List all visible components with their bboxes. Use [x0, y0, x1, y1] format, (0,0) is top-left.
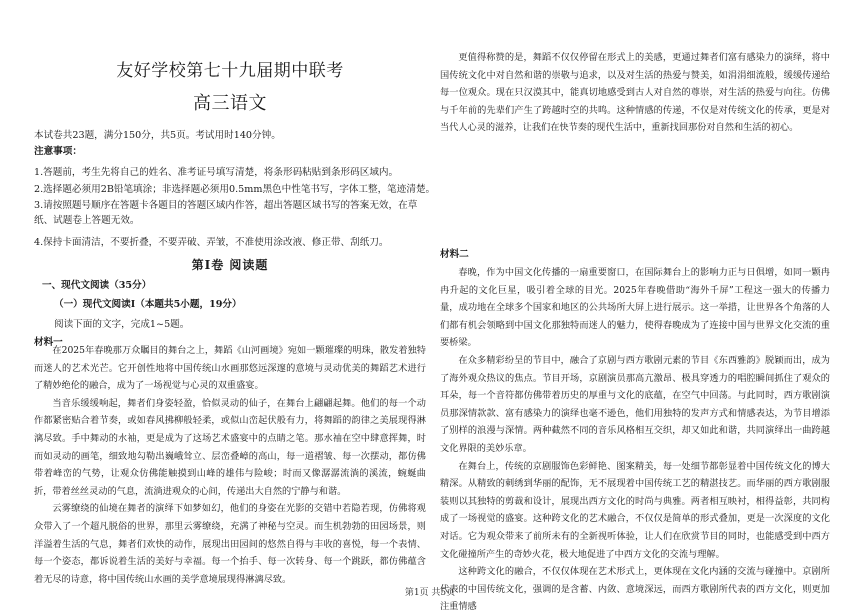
- material2-paragraph: 这种跨文化的融合，不仅仅体现在艺术形式上，更体现在文化内涵的交流与碰撞中。京剧所代表的中国传统文化，强调的是含蓄、内敛、意境深远，而西方歌剧所代表的西方文化，则更加注重情感: [440, 566, 830, 613]
- material1-body: [34, 342, 426, 585]
- notice-item: 2.选择题必须用2B铅笔填涂；非选择题必须用0.5mm黑色中性笔书写，字体工整，笔迹清楚。: [34, 184, 436, 195]
- subpart-heading: （一）现代文阅读Ⅰ（本题共5小题，19分）: [54, 299, 242, 310]
- exam-title: 友好学校第七十九届期中联考: [116, 61, 344, 81]
- notice-item: 3.请按照题号顺序在答题卡各题目的答题区域内作答，超出答题区域书写的答案无效，在草纸、试题卷上答题无效。: [34, 200, 418, 226]
- material1-continued: [440, 49, 830, 137]
- instruction: 阅读下面的文字，完成1~5题。: [54, 319, 190, 330]
- material-label: 材料一: [34, 337, 63, 348]
- part-heading: 一、现代文阅读（35分）: [42, 280, 152, 291]
- subject-title: 高三语文: [193, 93, 267, 114]
- material1-paragraph: 云雾缭绕的仙境在舞者的演绎下如梦如幻，他们的身姿在光影的交错中若隐若现，仿佛将观众带入了一个超凡脱俗的世界，那里云雾缭绕，充满了神秘与空灵。而生机勃勃的田园场景，则洋溢着生活的气息，舞者们欢快的动作，展现出田园间的悠然自得与丰收的喜悦，每一个表情、每一个姿态，都诉说着生活的美好与幸福。每一个抬手、每一次转身、每一个跳跃，都仿佛蕴含着无尽的诗意，将中国传统山水画的美学意境展现得淋漓尽致。: [34, 503, 426, 585]
- material1-paragraph: 当音乐缓缓响起，舞者们身姿轻盈，恰似灵动的仙子，在舞台上翩翩起舞。他们的每一个动作都紧密贴合着节奏，或如春风拂柳般轻柔，或似山峦起伏般有力，将舞蹈的韵律之美展现得淋漓尽致。手中舞动的水袖，更是成为了这场艺术盛宴中的点睛之笔。那水袖在空中肆意挥舞，时而如灵动的画笔，细致地勾勒出巍峨耸立、层峦叠嶂的高山，每一道褶皱、每一次摆动，都仿佛带着峰峦的气势，让观众仿佛能触摸到山峰的雄伟与险峻；时而又像潺潺流淌的溪流，蜿蜒曲折，带着丝丝灵动的气息，流淌进观众的心间，传递出大自然的宁静与和谐。: [34, 397, 426, 497]
- material2-paragraph: 在众多精彩纷呈的节目中，融合了京剧与西方歌剧元素的节目《东西雅韵》脱颖而出，成为了海外观众热议的焦点。节目开场，京剧演员那高亢激昂、极具穿透力的唱腔瞬间抓住了观众的耳朵，每一个音符都仿佛带着历史的厚重与文化的底蕴，在空气中回荡。与此同时，西方歌剧演员那深情款款、富有感染力的演绎也毫不逊色，他们用独特的发声方式和情感表达，为节目增添了别样的浪漫与深情。两种截然不同的音乐风格相互交织，却又如此和谐，共同演绎出一曲跨越文化界限的美妙乐章。: [440, 354, 830, 454]
- exam-info: 本试卷共23题，满分150分，共5页。考试用时140分钟。: [34, 130, 281, 141]
- notice-item: 4.保持卡面清洁，不要折叠，不要弄破、弄皱，不准使用涂改液、修正带、刮纸刀。: [34, 237, 389, 248]
- notice-heading: 注意事项：: [34, 146, 82, 157]
- section-title: 第Ⅰ卷 阅读题: [191, 258, 269, 272]
- page-footer: 第1页 共5页: [404, 588, 456, 598]
- material-label: 材料二: [440, 249, 469, 260]
- material2-paragraph: 在舞台上，传统的京剧服饰色彩鲜艳、图案精美，每一处细节都彰显着中国传统文化的博大精深。从精致的刺绣到华丽的配饰，无不展现着中国传统工艺的精湛技艺。而华丽的西方歌剧服装则以其独特的剪裁和设计，展现出西方文化的时尚与典雅。两者相互映衬，相得益彰，共同构成了一场视觉的盛宴。这种跨文化的艺术融合，不仅仅是简单的形式叠加，更是一次深度的文化对话。它为观众带来了前所未有的全新视听体验，让人们在欣赏节目的同时，也能感受到中西方文化碰撞所产生的奇妙火花，极大地促进了中西方文化的交流与理解。: [440, 460, 830, 560]
- material2-paragraph: 春晚，作为中国文化传播的一扇重要窗口，在国际舞台上的影响力正与日俱增，如同一颗冉冉升起的文化巨星，吸引着全球的目光。2025年春晚借助“海外千屏”工程这一强大的传播力量，成功地在全球多个国家和地区的公共场所大屏上进行展示。这一举措，让世界各个角落的人们都有机会领略到中国文化那独特而迷人的魅力，使得春晚成为了连接中国与世界文化交流的重要桥梁。: [440, 267, 830, 349]
- material1-paragraph: 在2025年春晚那万众瞩目的舞台之上，舞蹈《山河画境》宛如一颗璀璨的明珠，散发着独特而迷人的艺术光芒。它开创性地将中国传统山水画那悠远深邃的意境与灵动优美的舞蹈艺术进行了精妙绝伦的融合，成为了一场视觉与心灵的双重盛宴。: [34, 345, 426, 392]
- material2-body: [440, 264, 830, 613]
- material1-paragraph: 更值得称赞的是，舞蹈不仅仅停留在形式上的美感，更通过舞者们富有感染力的演绎，将中国传统文化中对自然和谐的崇敬与追求，以及对生活的热爱与赞美，如涓涓细流般，缓缓传递给每一位观众。现在只汉漠其中，能真切地感受到古人对自然的尊崇，对生活的热爱与向往。仿佛与千年前的先辈们产生了跨越时空的共鸣。这种情感的传递，不仅是对传统文化的传承，更是对当代人心灵的滋养，让我们在快节奏的现代生活中，重新找回那份对自然和生活的初心。: [440, 52, 830, 134]
- notice-item: 1.答题前，考生先将自己的姓名、准考证号填写清楚，将条形码粘贴到条形码区域内。: [34, 167, 399, 178]
